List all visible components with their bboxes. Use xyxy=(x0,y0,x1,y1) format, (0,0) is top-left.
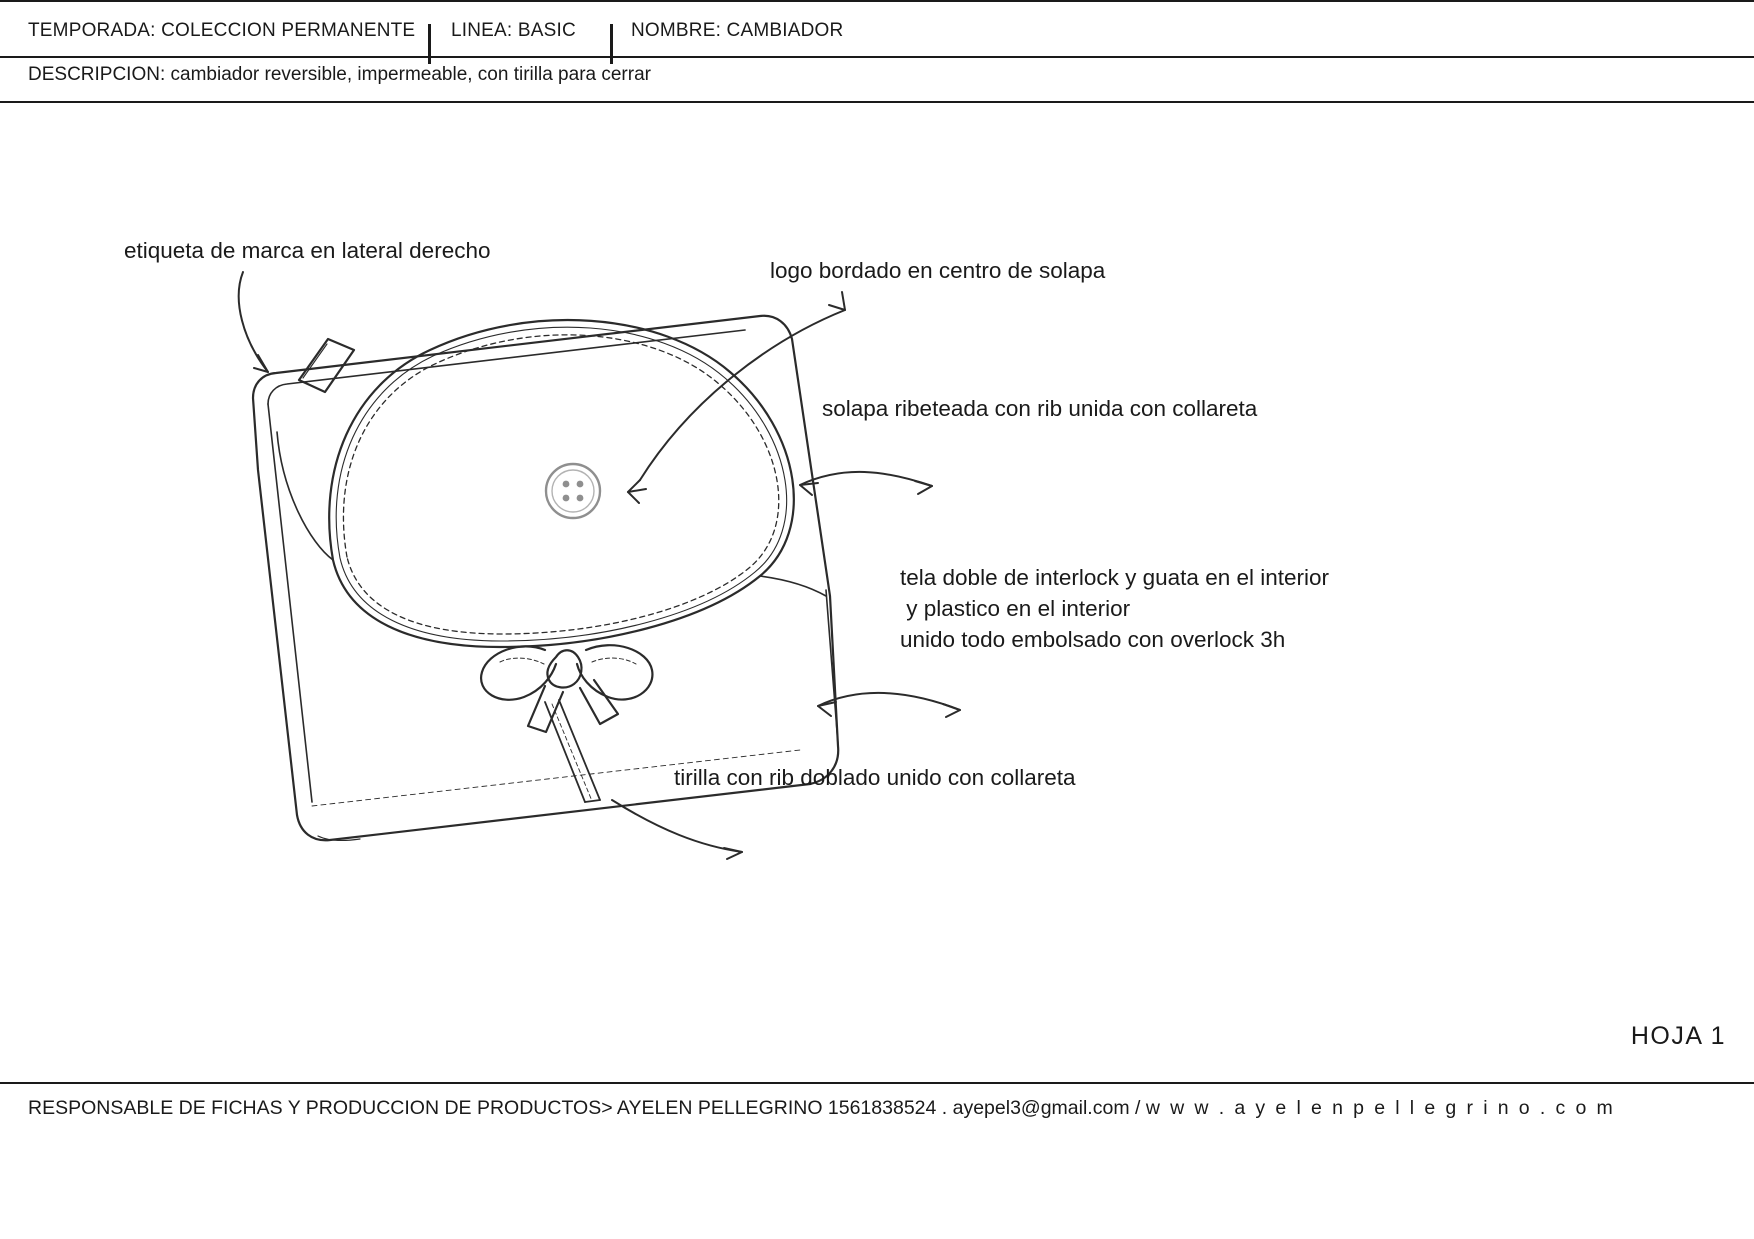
arrow-etiqueta-head xyxy=(254,355,268,372)
bag-flap-binding-stitch xyxy=(343,335,778,634)
callout-tela xyxy=(900,562,1329,655)
arrow-logo-lower xyxy=(628,480,640,492)
footer-responsable xyxy=(28,1097,1615,1120)
callout-etiqueta: etiqueta de marca en lateral derecho xyxy=(124,238,491,263)
tirilla-strap-right xyxy=(559,700,600,800)
arrow-tela-head-left xyxy=(818,702,836,716)
tirilla-strap-left xyxy=(545,702,585,802)
footer-website: w w w . a y e l e n p e l l e g r i n o . c o m xyxy=(1145,1097,1616,1119)
header-linea: LINEA: BASIC xyxy=(451,20,576,41)
arrow-etiqueta xyxy=(239,272,268,372)
logo-button-outer xyxy=(546,464,600,518)
logo-button-hole-2 xyxy=(577,481,584,488)
tirilla-strap-end xyxy=(585,800,600,802)
header-descripcion: DESCRIPCION: cambiador reversible, impermeable, con tirilla para cerrar xyxy=(28,64,651,85)
bag-flap xyxy=(329,320,794,647)
arrow-logo-head xyxy=(628,489,646,503)
flap-right-fold xyxy=(760,576,826,596)
bow-tail-left xyxy=(528,686,563,732)
brand-label-tag xyxy=(299,339,354,392)
footer-responsable-text: RESPONSABLE DE FICHAS Y PRODUCCION DE PRODUCTOS> AYELEN PELLEGRINO 1561838524 . ayepel3@gmail.com / xyxy=(28,1097,1146,1119)
header-divider-1 xyxy=(428,24,431,64)
bag-bottom-corner xyxy=(318,836,360,841)
header-nombre: NOMBRE: CAMBIADOR xyxy=(631,20,844,41)
arrow-solapa-head-left xyxy=(800,483,818,495)
bow-tail-right xyxy=(580,680,618,724)
header-temporada: TEMPORADA: COLECCION PERMANENTE xyxy=(28,20,416,41)
tirilla-strap-stitch xyxy=(552,704,592,801)
brand-label-fold xyxy=(303,344,327,378)
callout-tela-line-3: unido todo embolsado con overlock 3h xyxy=(900,627,1286,652)
bag-flap-rib xyxy=(336,327,786,641)
arrow-logo-upper xyxy=(640,310,845,480)
callout-tirilla: tirilla con rib doblado unido con collareta xyxy=(674,765,1076,790)
bag-body-left-inner xyxy=(268,404,312,802)
logo-button-inner xyxy=(552,470,594,512)
arrow-solapa xyxy=(800,472,932,486)
bow-knot xyxy=(547,650,581,687)
logo-button-hole-4 xyxy=(577,495,584,502)
bag-right-seam xyxy=(826,590,838,744)
bow-left-stitch xyxy=(500,658,544,664)
header-middle-rule xyxy=(0,56,1754,58)
bow-right-stitch xyxy=(592,658,636,664)
callout-tela-line-1: tela doble de interlock y guata en el interior xyxy=(900,565,1330,590)
header-bottom-rule xyxy=(0,101,1754,103)
footer-rule xyxy=(0,1082,1754,1084)
logo-button-hole-1 xyxy=(563,481,570,488)
arrow-logo-head-top xyxy=(829,292,845,310)
callout-logo: logo bordado en centro de solapa xyxy=(770,258,1106,283)
flap-left-fold xyxy=(277,432,333,560)
bag-body-inner-edge xyxy=(268,330,745,404)
header-divider-2 xyxy=(610,24,613,64)
callout-solapa: solapa ribeteada con rib unida con collareta xyxy=(822,396,1258,421)
arrow-solapa-head-right xyxy=(915,481,932,494)
header-top-rule xyxy=(0,0,1754,2)
arrow-tela xyxy=(818,693,960,710)
header-info-row xyxy=(0,14,1754,56)
arrow-tirilla xyxy=(612,800,742,852)
arrow-tirilla-head xyxy=(724,848,742,859)
arrow-tela-head-right xyxy=(943,704,960,717)
callout-tela-line-2: y plastico en el interior xyxy=(900,596,1131,621)
bow-right-loop xyxy=(577,645,652,699)
page-number: HOJA 1 xyxy=(1630,1022,1726,1050)
logo-button-hole-3 xyxy=(563,495,570,502)
bow-left-loop xyxy=(481,646,556,699)
